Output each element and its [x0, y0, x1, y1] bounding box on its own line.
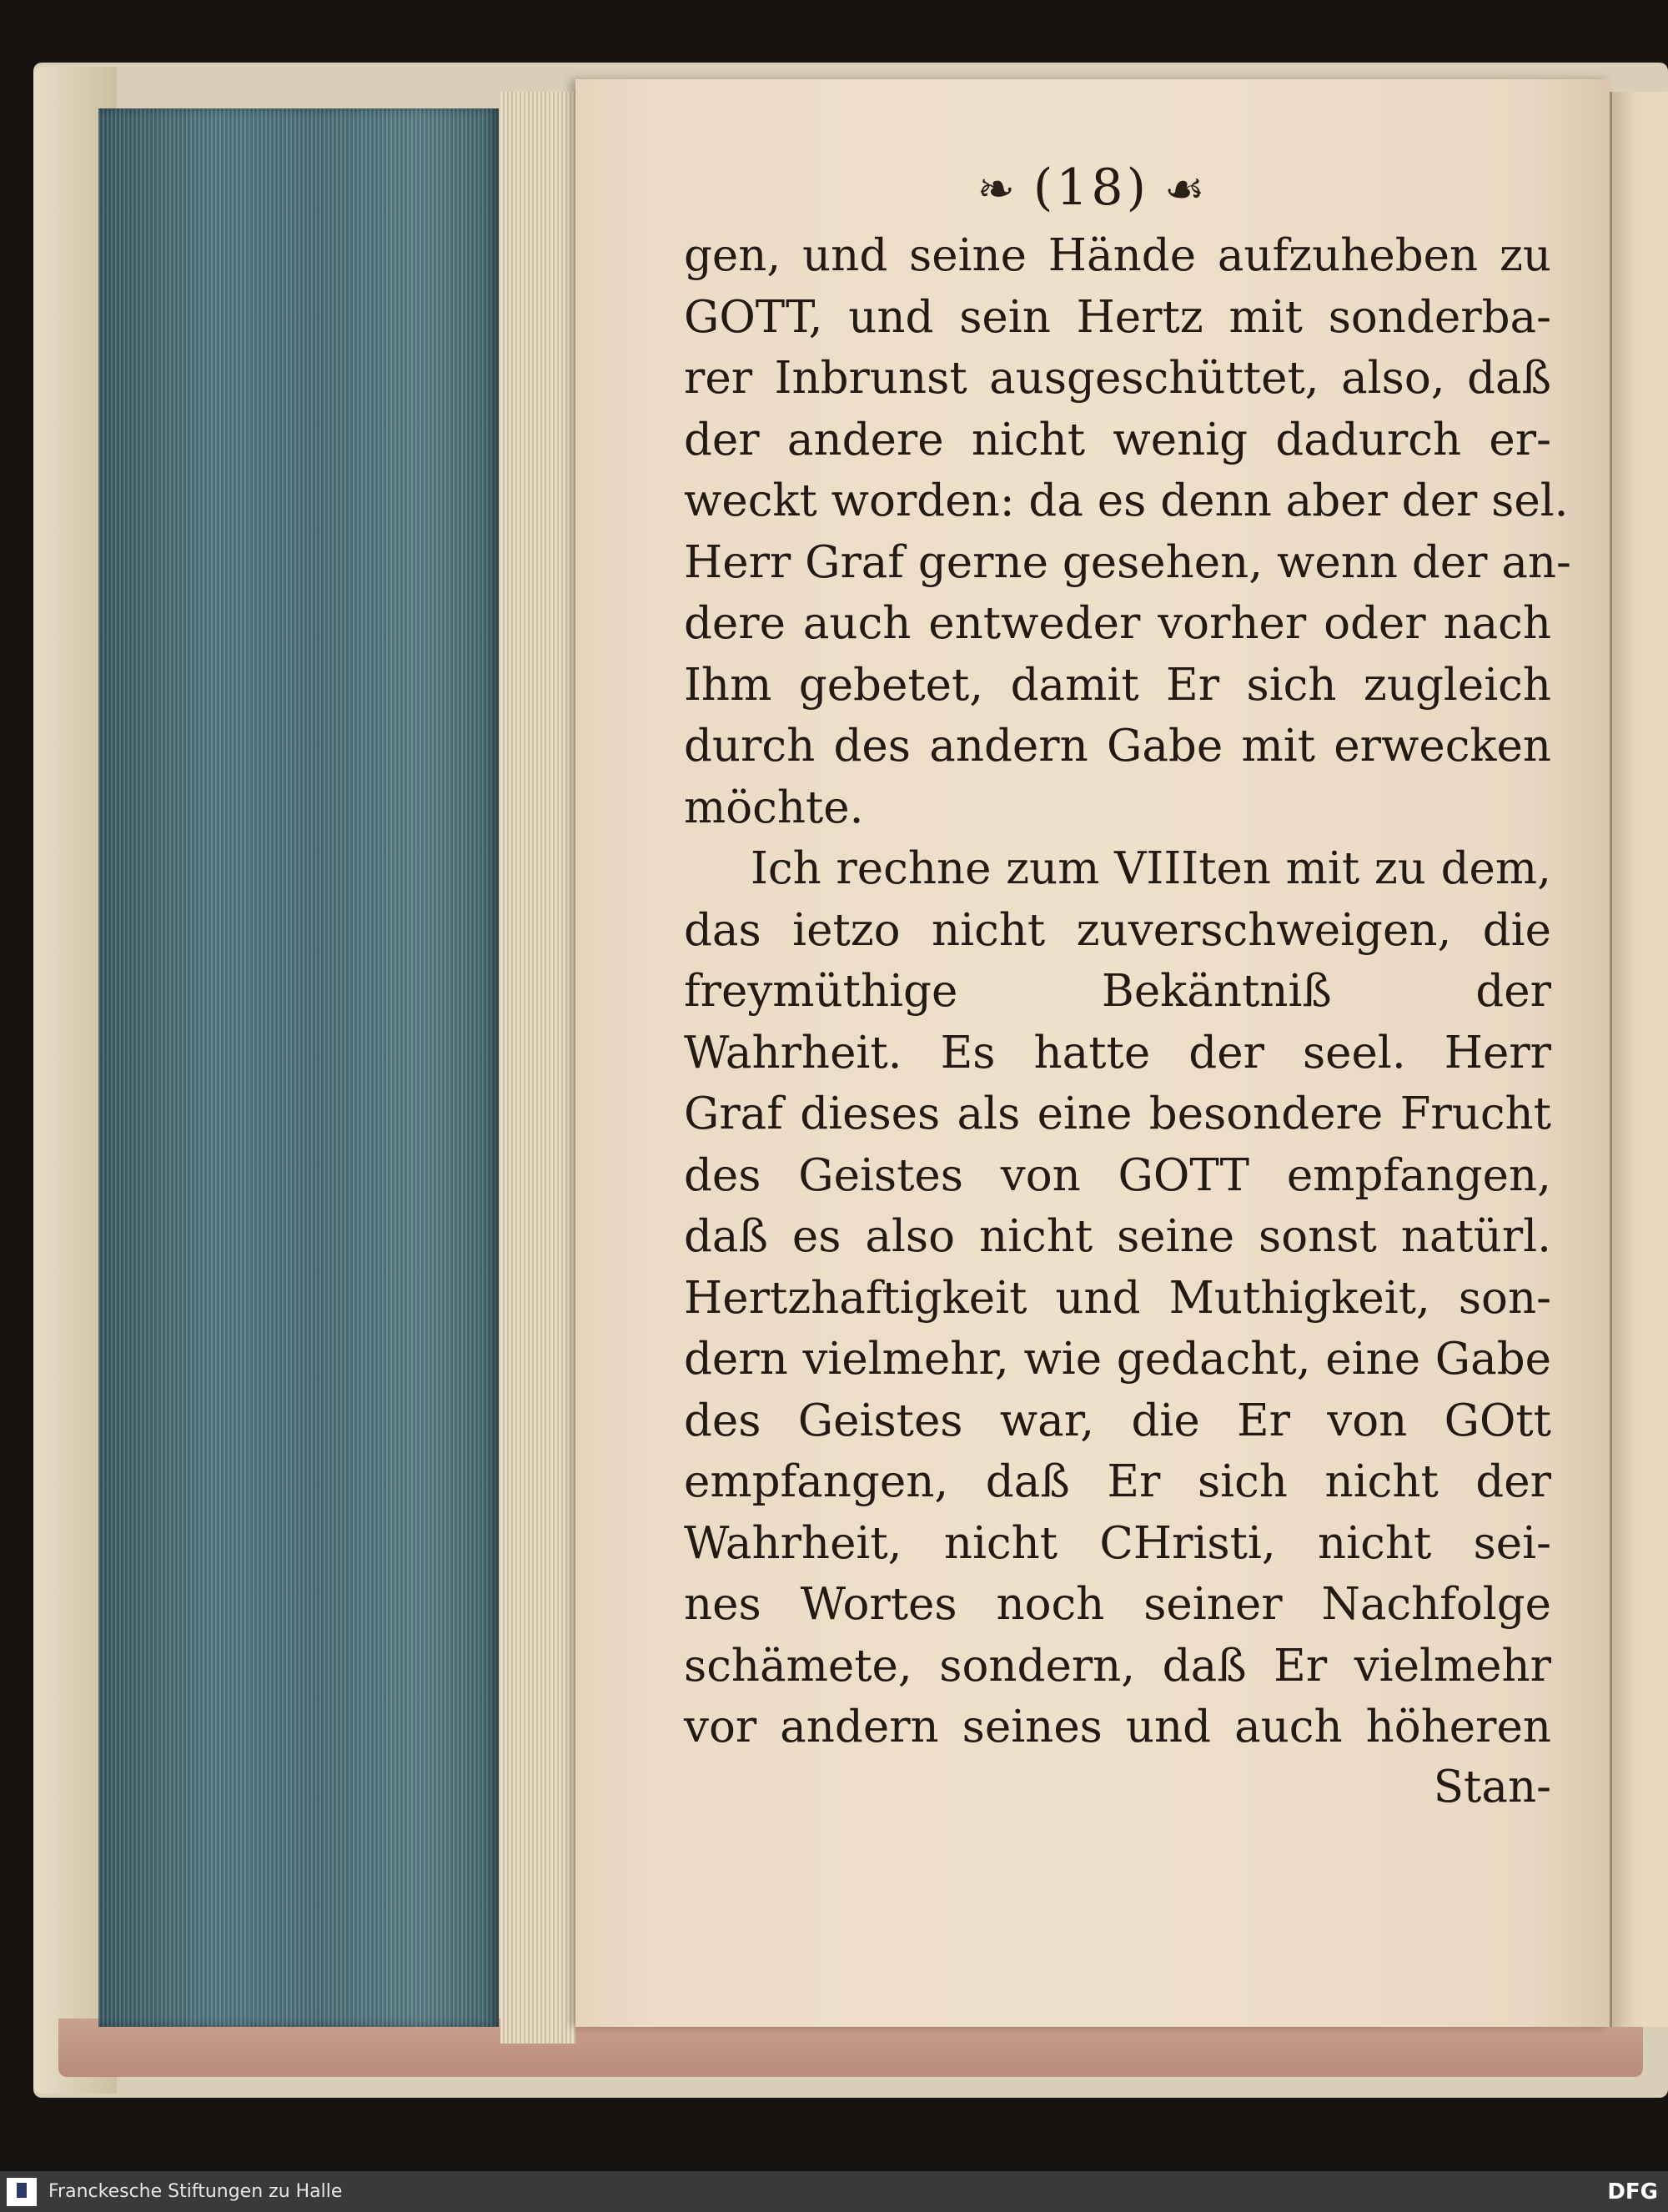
text-line: daß es also nicht seine sonst natürl. [684, 1211, 1551, 1262]
text-line: des Geistes war, die Er von GOtt [684, 1395, 1551, 1446]
text-line: freymüthige Bekäntniß der [684, 966, 1551, 1017]
text-line: nes Wortes noch seiner Nachfolge [684, 1579, 1551, 1630]
dfg-logo: DFG [1607, 2179, 1658, 2204]
ornament-right-icon: ☙ [1164, 163, 1208, 215]
text-line: gen, und seine Hände aufzuheben zu [684, 230, 1551, 281]
page-bottom-edge [58, 2018, 1643, 2077]
text-line: Hertzhaftigkeit und Muthigkeit, son- [684, 1272, 1551, 1324]
text-line: empfangen, daß Er sich nicht der [684, 1456, 1551, 1507]
text-line: Herr Graf gerne gesehen, wenn der an- [684, 536, 1571, 588]
text-line: durch des andern Gabe mit erwecken [684, 721, 1551, 772]
text-line: das ietzo nicht zuverschweigen, die [684, 904, 1551, 956]
text-line: weckt worden: da es denn aber der sel. [684, 475, 1569, 526]
text-line: Wahrheit. Es hatte der seel. Herr [684, 1027, 1551, 1078]
text-line: möchte. [684, 782, 864, 833]
page-edges [500, 92, 575, 2044]
text-line: GOTT, und sein Hertz mit sonderba- [684, 291, 1551, 343]
catchword: Stan- [1433, 1762, 1551, 1812]
ornament-left-icon: ❧ [977, 163, 1018, 215]
text-line: rer Inbrunst ausgeschüttet, also, daß [684, 353, 1551, 404]
page-header [575, 158, 1610, 217]
text-line: des Geistes von GOTT empfangen, [684, 1149, 1551, 1201]
text-line: dere auch entweder vorher oder nach [684, 598, 1551, 649]
page-number: (18) [1032, 158, 1149, 217]
page-text [684, 225, 1571, 1758]
text-line: Ich rechne zum VIIIten mit zu dem, [751, 843, 1551, 894]
fore-edge-pages [98, 108, 499, 2027]
institution-name: Franckesche Stiftungen zu Halle [48, 2181, 343, 2202]
text-line: schämete, sondern, daß Er vielmehr [684, 1640, 1551, 1692]
text-line: Ihm gebetet, damit Er sich zugleich [684, 659, 1551, 711]
institution-logo-icon [7, 2178, 37, 2206]
viewer-footer [0, 2171, 1668, 2212]
next-page-edge [1610, 92, 1668, 2027]
text-line: dern vielmehr, wie gedacht, eine Gabe [684, 1334, 1551, 1385]
text-line: vor andern seines und auch höheren [684, 1702, 1551, 1752]
text-line: Graf dieses als eine besondere Frucht [684, 1088, 1551, 1139]
text-line: der andere nicht wenig dadurch er- [684, 414, 1551, 465]
text-line: Wahrheit, nicht CHristi, nicht sei- [684, 1517, 1551, 1569]
